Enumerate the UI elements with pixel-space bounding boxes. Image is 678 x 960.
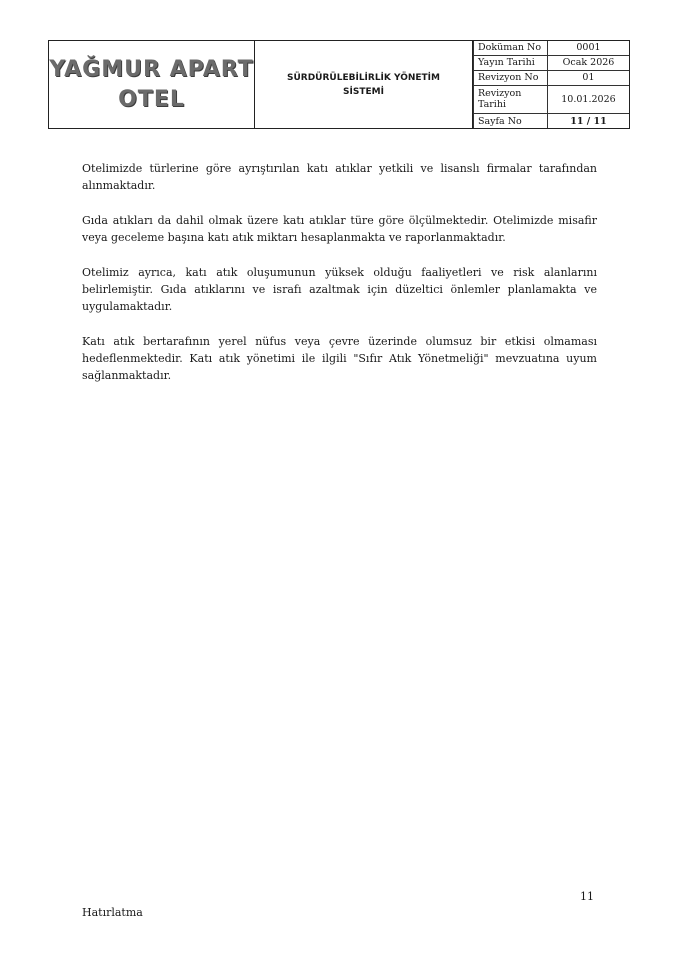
meta-label: Yayın Tarihi <box>474 55 548 70</box>
meta-row <box>474 41 630 55</box>
paragraph: Katı atık bertarafının yerel nüfus veya çevre üzerinde olumsuz bir etkisi olmaması hedeflenmektedir. Katı atık yönetimi ile ilgili "Sıfır Atık Yönetmeliği" mevzuatına uyum sağlanmaktadır. <box>82 335 597 382</box>
meta-value: 10.01.2026 <box>547 85 629 114</box>
footer-note: Hatırlatma <box>82 906 143 919</box>
logo <box>49 41 255 128</box>
page-number: 11 <box>580 890 594 903</box>
paragraph: Otelimiz ayrıca, katı atık oluşumunun yüksek olduğu faaliyetleri ve risk alanlarını belirlemiştir. Gıda atıklarını ve israfı azaltmak için düzeltici önlemler planlamakta ve uygulamaktadır. <box>82 266 597 313</box>
system-title-line-1: SÜRDÜRÜLEBİLİRLİK YÖNETİM <box>286 72 440 83</box>
meta-label: Sayfa No <box>474 114 548 128</box>
logo-line-2: OTEL <box>118 86 185 112</box>
meta-value: Ocak 2026 <box>547 55 629 70</box>
body-text <box>82 160 597 402</box>
system-title <box>255 41 473 128</box>
paragraph: Otelimizde türlerine göre ayrıştırılan katı atıklar yetkili ve lisanslı firmalar tarafından alınmaktadır. <box>82 162 597 192</box>
meta-row <box>474 114 630 128</box>
document-meta <box>473 41 629 128</box>
system-title-line-2: SİSTEMİ <box>343 86 384 97</box>
meta-value: 11 / 11 <box>547 114 629 128</box>
meta-label: Doküman No <box>474 41 548 55</box>
meta-row <box>474 85 630 114</box>
meta-row <box>474 70 630 85</box>
paragraph: Gıda atıkları da dahil olmak üzere katı atıklar türe göre ölçülmektedir. Otelimizde misafir veya geceleme başına katı atık miktarı hesaplanmakta ve raporlanmaktadır. <box>82 214 597 244</box>
document-header <box>48 40 630 129</box>
meta-value: 0001 <box>547 41 629 55</box>
meta-label: Revizyon Tarihi <box>474 85 548 114</box>
meta-row <box>474 55 630 70</box>
logo-line-1: YAĞMUR APART <box>49 56 254 82</box>
meta-table <box>473 41 629 128</box>
meta-label: Revizyon No <box>474 70 548 85</box>
meta-value: 01 <box>547 70 629 85</box>
